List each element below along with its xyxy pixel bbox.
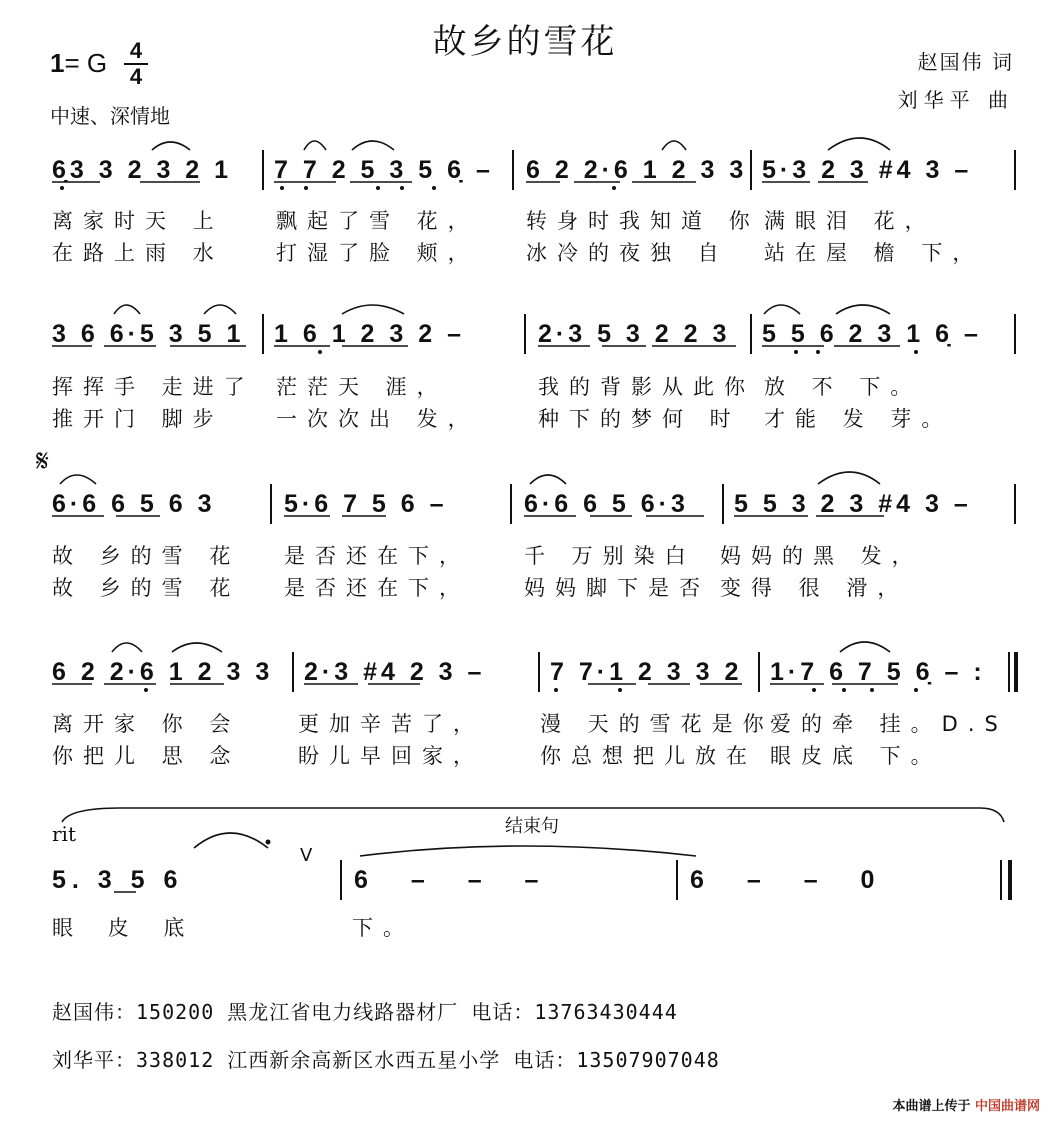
system-2-measure-2: 1 6 1 2 3 2 – bbox=[274, 320, 466, 348]
system-1-measure-2: 7 7 2 5 3 5 6̣ – bbox=[274, 156, 494, 184]
system-4-lyric-2-part-1: 你把儿 思 念 bbox=[52, 744, 241, 768]
barline bbox=[270, 484, 272, 524]
barline bbox=[292, 652, 294, 692]
system-3-lyric-1-part-3: 千 万别染白 bbox=[524, 544, 696, 568]
system-1-lyric-1-part-3: 转身时我知道 你 bbox=[526, 209, 760, 233]
ending-label: 结束句 bbox=[505, 816, 559, 837]
slur bbox=[112, 643, 142, 652]
system-1-measure-1: 6̣3 3 2 3 2 1 bbox=[52, 156, 233, 184]
slur bbox=[204, 305, 236, 314]
barline bbox=[262, 150, 264, 190]
system-2-measure-1: 3 6 6·5 3 5 1 bbox=[52, 320, 245, 348]
system-4-staff bbox=[0, 652, 1050, 696]
ending-bracket bbox=[360, 846, 696, 856]
lyricist-credit: 赵国伟 词 bbox=[917, 50, 1014, 74]
coda-measure-1: 5. 3 5 6 bbox=[52, 866, 184, 894]
system-1-staff bbox=[0, 150, 1050, 194]
slur bbox=[530, 475, 566, 484]
system-1-lyric-2-part-1: 在路上雨 水 bbox=[52, 241, 224, 265]
time-signature-top: 4 bbox=[129, 38, 143, 63]
system-2-staff bbox=[0, 314, 1050, 358]
system-4-lyric-1-part-3: 漫 天的雪花是你 bbox=[540, 712, 774, 736]
system-1-lyric-2-part-2: 打湿了脸 颊， bbox=[276, 241, 479, 265]
system-3-measure-2: 5·6 7 5 6 – bbox=[284, 490, 448, 518]
slur bbox=[818, 472, 880, 484]
key-prefix: 1 bbox=[50, 48, 65, 78]
coda-measure-3: 6 – – 0 bbox=[690, 866, 893, 894]
system-1-lyric-2-part-4: 站在屋 檐 下， bbox=[764, 241, 984, 265]
upload-note-prefix: 本曲谱上传于 bbox=[892, 1099, 971, 1114]
system-4-measure-4: 1·7 6 7 5 6̣ – : bbox=[770, 658, 986, 686]
fermata-dot bbox=[266, 840, 271, 845]
coda-lyric-right: 下。 bbox=[352, 916, 414, 940]
barline bbox=[758, 652, 760, 692]
time-signature-bottom: 4 bbox=[129, 64, 143, 89]
barline bbox=[510, 484, 512, 524]
system-2-measure-3: 2·3 5 3 2 2 3 bbox=[538, 320, 731, 348]
repeat-barline-thick bbox=[1014, 652, 1018, 692]
system-2-lyric-1-part-2: 茫茫天 涯， bbox=[276, 375, 448, 399]
system-4-lyric-2-part-2: 盼儿早回家， bbox=[298, 744, 484, 768]
system-2-measure-4: 5 5 6 2 3 1 6̣ – bbox=[762, 320, 982, 348]
key-signature bbox=[50, 48, 107, 79]
song-title: 故乡的雪花 bbox=[432, 22, 618, 62]
tempo-marking: 中速、深情地 bbox=[50, 104, 170, 128]
system-3-lyric-2-part-3: 妈妈脚下是否 bbox=[524, 576, 710, 600]
system-2-lyric-2-part-2: 一次次出 发， bbox=[276, 407, 479, 431]
system-2-lyric-2-part-4: 才能 发 芽。 bbox=[764, 407, 953, 431]
system-2-lyric-2-part-1: 推开门 脚步 bbox=[52, 407, 224, 431]
barline bbox=[1014, 484, 1016, 524]
system-1-lyric-1-part-4: 满眼泪 花， bbox=[764, 209, 936, 233]
system-4-measure-3: 7 7·1 2 3 3 2 bbox=[550, 658, 743, 686]
ritardando-marking: rit bbox=[52, 822, 76, 846]
lyricist-contact: 赵国伟：150200 黑龙江省电力线路器材厂 电话：13763430444 bbox=[52, 1000, 678, 1024]
barline bbox=[538, 652, 540, 692]
barline bbox=[1014, 314, 1016, 354]
composer-credit: 刘华平 曲 bbox=[897, 88, 1014, 112]
time-signature bbox=[124, 40, 148, 88]
segno-sign: 𝄋 bbox=[36, 444, 49, 479]
system-3-lyric-1-part-4: 妈妈的黑 发， bbox=[720, 544, 923, 568]
site-logo[interactable]: 中国曲谱网 bbox=[974, 1099, 1040, 1114]
coda-staff bbox=[0, 860, 1050, 904]
barline bbox=[750, 150, 752, 190]
system-1-measure-4: 5·3 2 3 #4 3 – bbox=[762, 156, 973, 184]
final-barline-thick bbox=[1008, 860, 1012, 900]
barline bbox=[512, 150, 514, 190]
coda-lyric-left: 眼 皮 底 bbox=[52, 916, 199, 940]
system-4-lyric-2-part-4: 眼皮底 下。 bbox=[770, 744, 942, 768]
system-3-lyric-2-part-4: 变得 很 滑， bbox=[720, 576, 909, 600]
slur bbox=[304, 141, 326, 150]
system-2-lyric-1-part-1: 挥挥手 走进了 bbox=[52, 375, 255, 399]
slur bbox=[60, 475, 96, 484]
barline bbox=[722, 484, 724, 524]
system-3-measure-1: 6·6 6 5 6 3 bbox=[52, 490, 216, 518]
system-4-lyric-1-part-1: 离开家 你 会 bbox=[52, 712, 241, 736]
repeat-barline bbox=[1008, 652, 1010, 692]
barline bbox=[1014, 150, 1016, 190]
slur bbox=[172, 643, 222, 652]
system-2-lyric-2-part-3: 种下的梦何 时 bbox=[538, 407, 741, 431]
composer-contact: 刘华平：338012 江西新余高新区水西五星小学 电话：13507907048 bbox=[52, 1048, 720, 1072]
slur bbox=[114, 305, 140, 314]
tie-arc bbox=[194, 833, 268, 848]
barline bbox=[750, 314, 752, 354]
slur bbox=[662, 141, 686, 150]
system-1-lyric-1-part-1: 离家时天 上 bbox=[52, 209, 224, 233]
system-1-lyric-2-part-3: 冰冷的夜独 自 bbox=[526, 241, 729, 265]
system-3-measure-4: 5 5 3 2 3 #4 3 – bbox=[734, 490, 972, 518]
system-1-measure-3: 6 2 2·6 1 2 3 3 bbox=[526, 156, 748, 184]
key-note: G bbox=[86, 48, 108, 78]
system-4-measure-2: 2·3 #4 2 3 – bbox=[304, 658, 486, 686]
slur bbox=[352, 141, 394, 150]
barline bbox=[340, 860, 342, 900]
key-equals: = bbox=[64, 48, 80, 78]
slur bbox=[840, 642, 890, 652]
slur bbox=[342, 305, 404, 314]
barline bbox=[262, 314, 264, 354]
system-2-lyric-1-part-4: 放 不 下。 bbox=[764, 375, 922, 399]
system-3-lyric-1-part-1: 故 乡的雪 花 bbox=[52, 544, 241, 568]
slur bbox=[828, 138, 890, 150]
slur bbox=[764, 305, 800, 314]
barline bbox=[524, 314, 526, 354]
barline bbox=[676, 860, 678, 900]
system-3-lyric-2-part-1: 故 乡的雪 花 bbox=[52, 576, 241, 600]
system-3-staff bbox=[0, 484, 1050, 528]
slur bbox=[152, 142, 190, 150]
system-4-measure-1: 6 2 2·6 1 2 3 3 bbox=[52, 658, 274, 686]
breath-mark: V bbox=[300, 845, 313, 866]
system-4-lyric-2-part-3: 你总想把儿放在 bbox=[540, 744, 757, 768]
system-1-lyric-1-part-2: 飘起了雪 花， bbox=[276, 209, 479, 233]
system-3-measure-3: 6·6 6 5 6·3 bbox=[524, 490, 689, 518]
slur bbox=[836, 305, 890, 314]
coda-measure-2: 6 – – – bbox=[354, 866, 557, 894]
system-3-lyric-2-part-2: 是否还在下， bbox=[284, 576, 470, 600]
system-2-lyric-1-part-3: 我的背影从此你 bbox=[538, 375, 755, 399]
system-4-lyric-1-part-2: 更加辛苦了， bbox=[298, 712, 484, 736]
system-4-lyric-1-part-4: 爱的牵 挂。D.S bbox=[770, 712, 1008, 736]
system-3-lyric-1-part-2: 是否还在下， bbox=[284, 544, 470, 568]
final-barline bbox=[1000, 860, 1002, 900]
upload-note bbox=[892, 1095, 1040, 1114]
